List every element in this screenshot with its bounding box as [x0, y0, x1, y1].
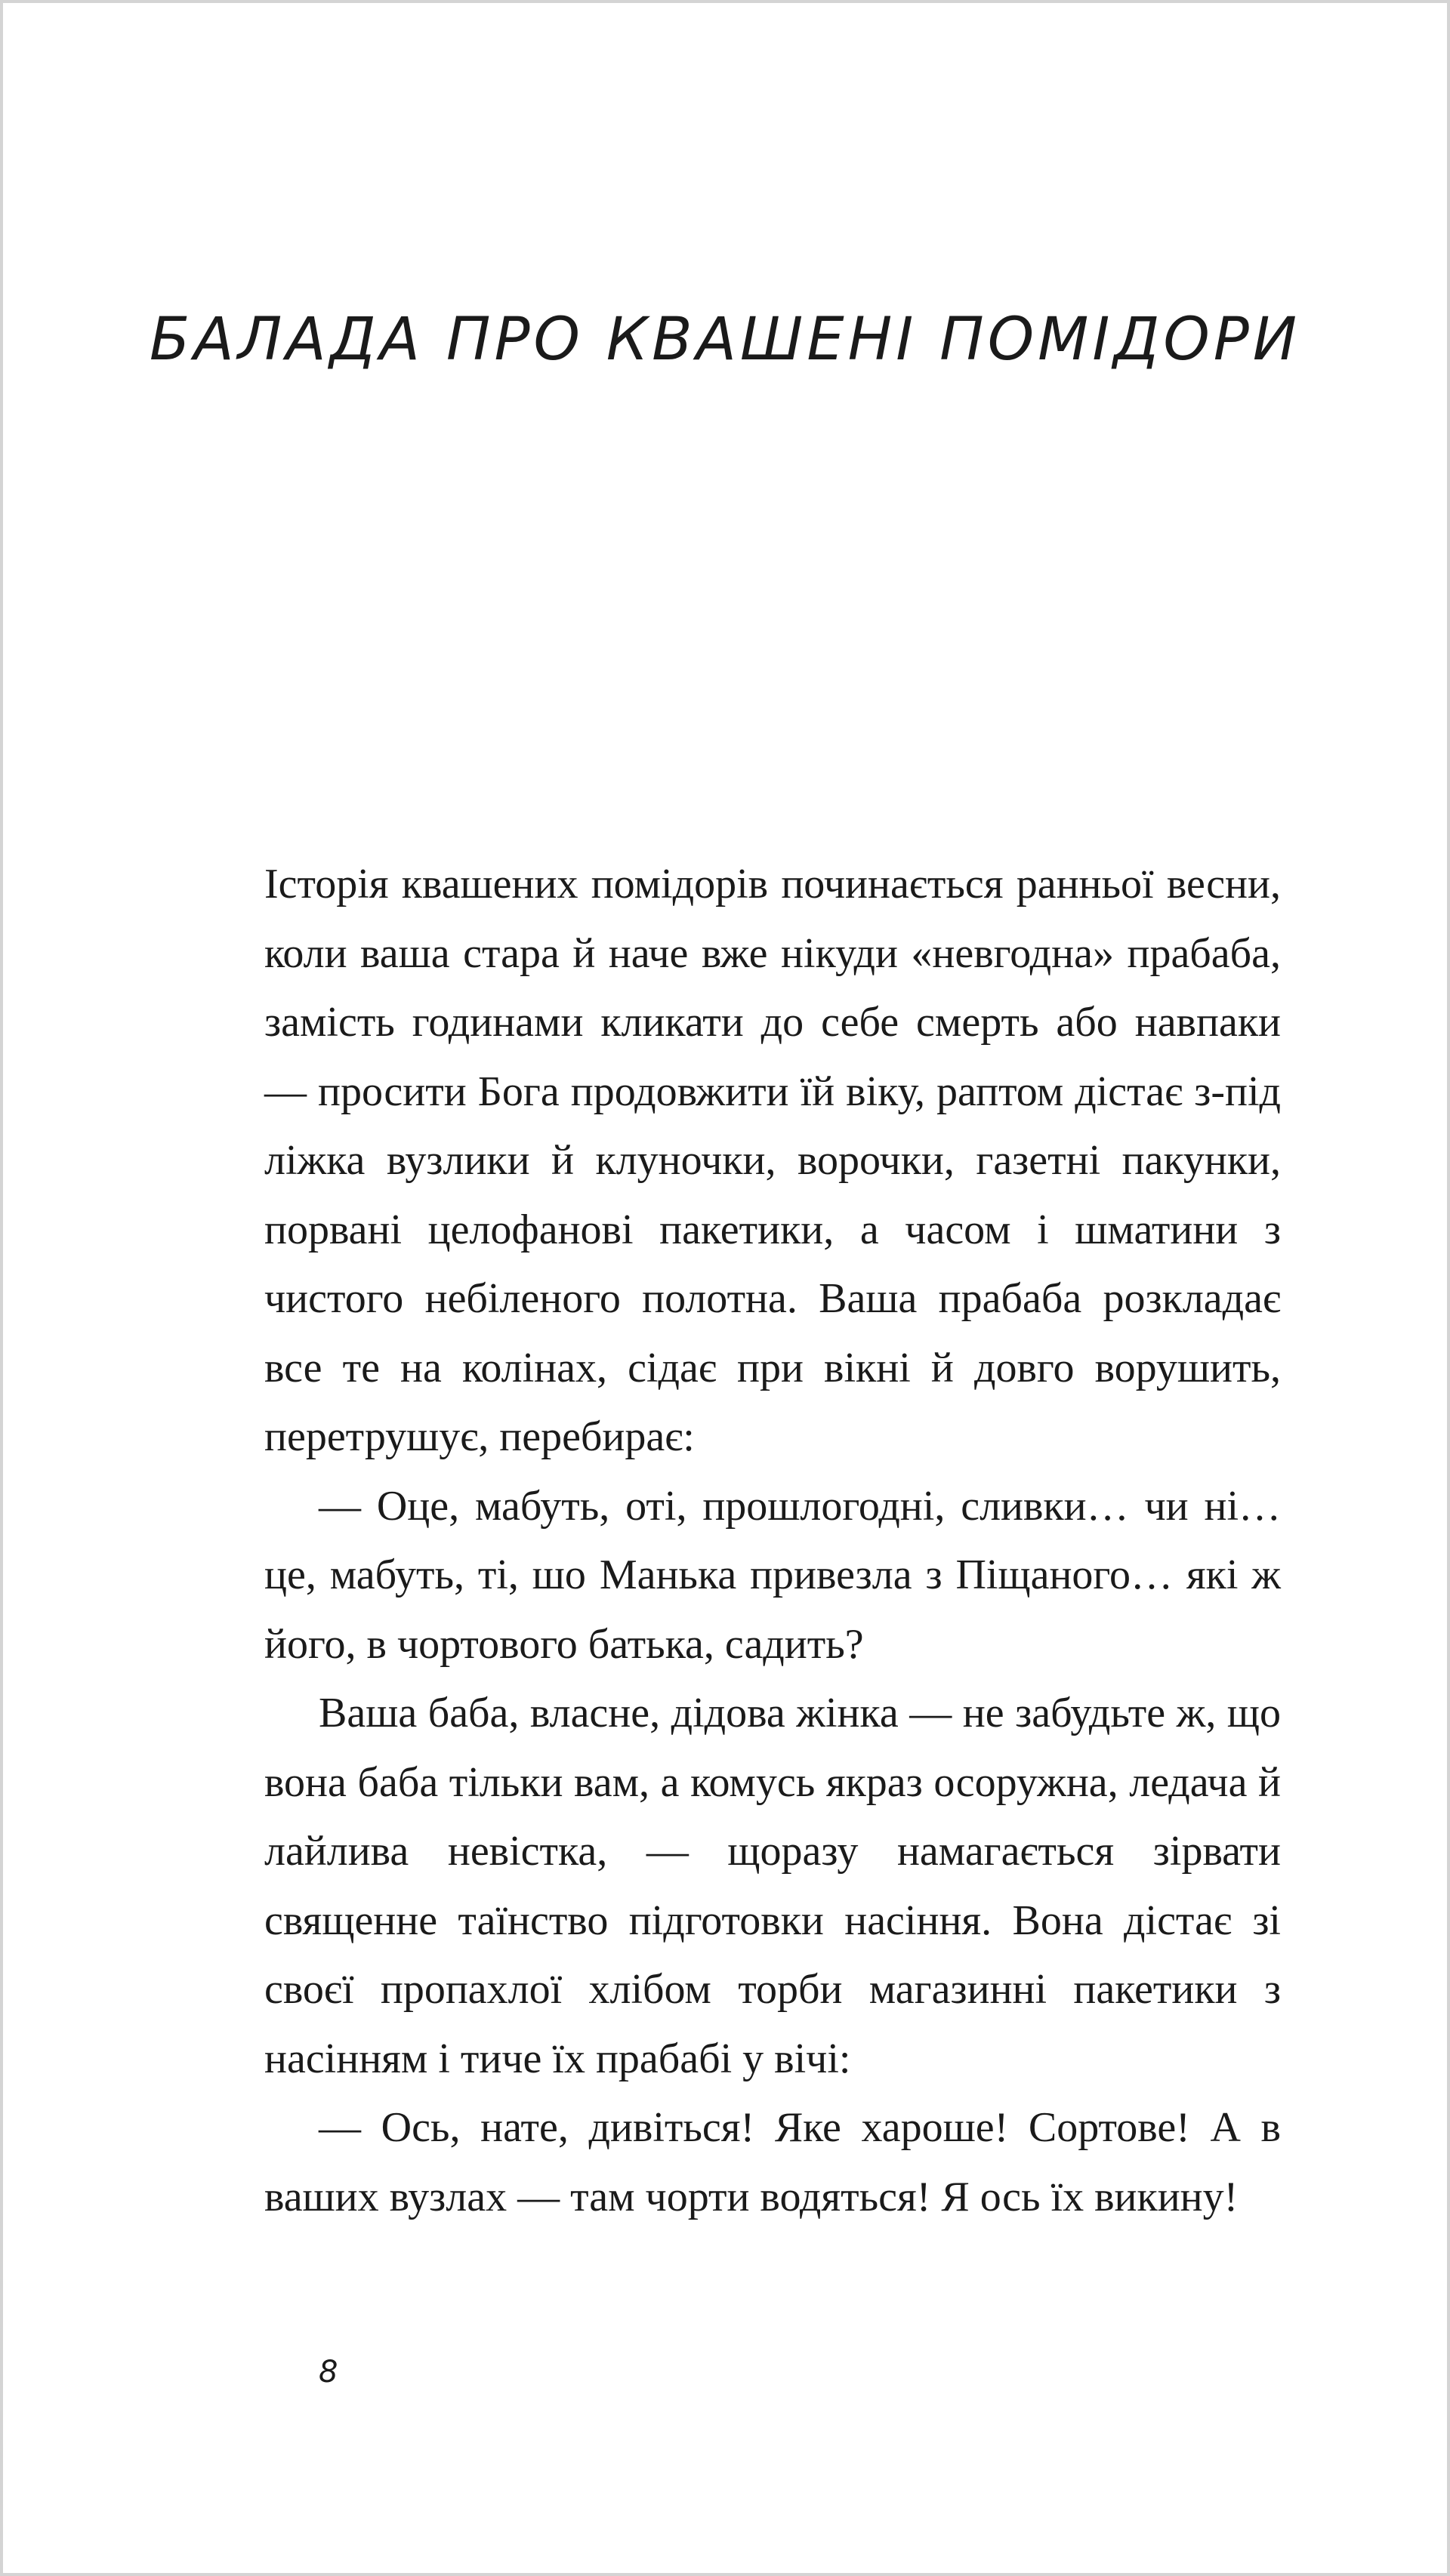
- paragraph-dialogue-1: — Оце, мабуть, оті, прошлогодні, сливки… чи ні… це, мабуть, ті, шо Манька привезла з Піщаного… які ж його, в чортового батька, садить?: [264, 1482, 1281, 1668]
- chapter-body: [264, 850, 1281, 2232]
- chapter-title: БАЛАДА ПРО КВАШЕНІ ПОМІДОРИ: [149, 306, 1301, 374]
- paragraph-narrative: Ваша баба, власне, дідова жінка — не забудьте ж, що вона баба тільки вам, а комусь якраз осоружна, ледача й лайлива невістка, — щоразу намагається зірвати священне таїнство підготовки насіння. Вона дістає зі своєї пропахлої хлібом торби магазинні пакетики з насінням і тиче їх прабабі у вічі:: [264, 1690, 1281, 2082]
- paragraph-dialogue-2: — Ось, нате, дивіться! Яке хароше! Сортове! А в ваших вузлах — там чорти водяться! Я ось їх викину!: [264, 2104, 1281, 2220]
- paragraph-intro: Історія квашених помідорів починається ранньої весни, коли ваша стара й наче вже нікуди «невгодна» прабаба, замість годинами кликати до себе смерть або навпаки — просити Бога продовжити їй віку, раптом дістає з-під ліжка вузлики й клуночки, ворочки, газетні пакунки, порвані целофанові пакетики, а часом і шматини з чистого небіленого полотна. Ваша прабаба розкладає все те на колінах, сідає при вікні й довго ворушить, перетрушує, перебирає:: [264, 861, 1281, 1460]
- page-number: 8: [319, 2355, 338, 2390]
